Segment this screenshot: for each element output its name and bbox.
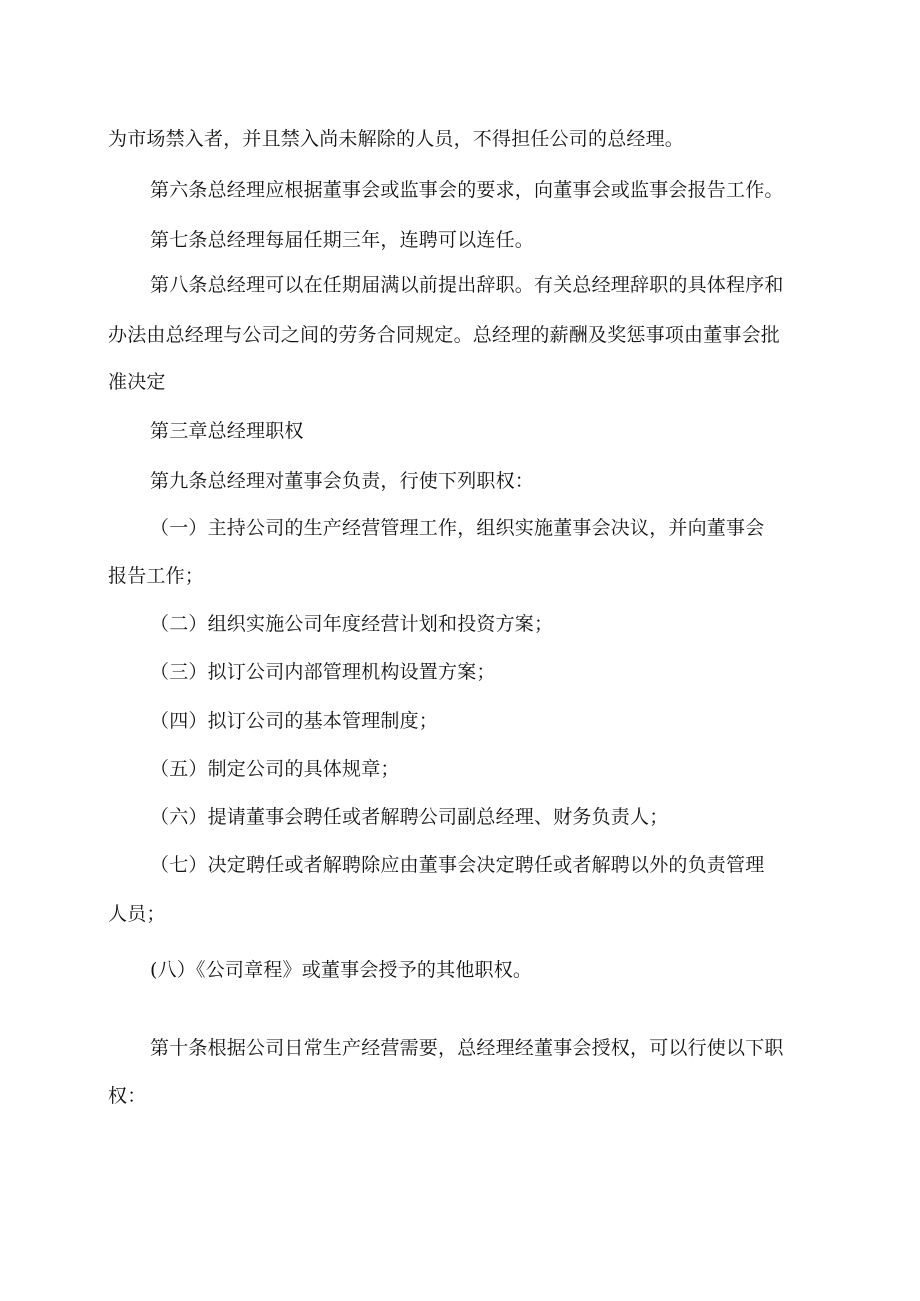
list-item-line: （一）主持公司的生产经营管理工作，组织实施董事会决议，并向董事会 — [150, 517, 765, 539]
text-line: 准决定 — [108, 371, 166, 393]
list-item-line: 人员； — [108, 903, 166, 925]
list-item-line: (八）《公司章程》或董事会授予的其他职权。 — [150, 959, 533, 981]
list-item-line: （七）决定聘任或者解聘除应由董事会决定聘任或者解聘以外的负责管理 — [150, 854, 765, 876]
list-item-line: （六）提请董事会聘任或者解聘公司副总经理、财务负责人； — [150, 806, 669, 828]
chapter-heading: 第三章总经理职权 — [150, 420, 304, 442]
text-line: 第八条总经理可以在任期届满以前提出辞职。有关总经理辞职的具体程序和 — [150, 274, 784, 296]
list-item-line: （三）拟订公司内部管理机构设置方案； — [150, 661, 496, 683]
list-item-line: （四）拟订公司的基本管理制度； — [150, 710, 439, 732]
list-item-line: （五）制定公司的具体规章； — [150, 758, 400, 780]
text-line: 权： — [108, 1085, 147, 1107]
text-line: 第七条总经理每届任期三年，连聘可以连任。 — [150, 229, 535, 251]
list-item-line: （二）组织实施公司年度经营计划和投资方案； — [150, 613, 554, 635]
text-line: 第六条总经理应根据董事会或监事会的要求，向董事会或监事会报告工作。 — [150, 179, 784, 201]
list-item-line: 报告工作； — [108, 565, 205, 587]
text-line: 办法由总经理与公司之间的劳务合同规定。总经理的薪酬及奖惩事项由董事会批 — [108, 324, 781, 346]
text-line: 为市场禁入者，并且禁入尚未解除的人员，不得担任公司的总经理。 — [108, 128, 685, 150]
text-line: 第十条根据公司日常生产经营需要，总经理经董事会授权，可以行使以下职 — [150, 1037, 784, 1059]
text-line: 第九条总经理对董事会负责，行使下列职权： — [150, 470, 535, 492]
